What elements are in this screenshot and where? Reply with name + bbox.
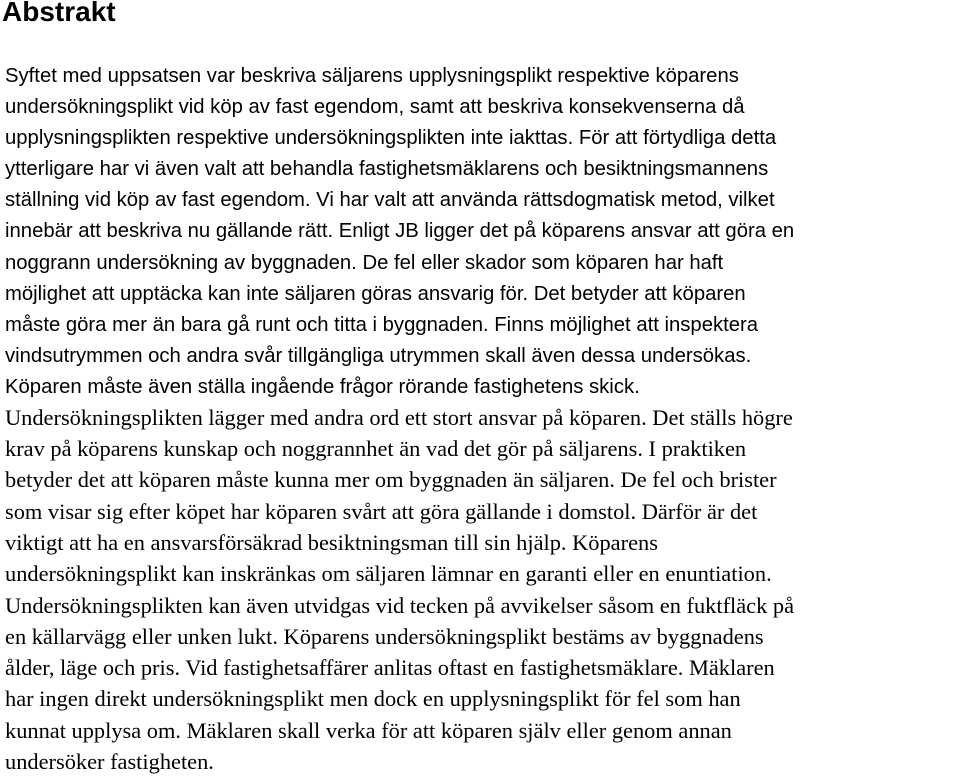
abstract-line: krav på köparens kunskap och noggrannhet än vad det gör på säljarens. I praktiken bbox=[5, 436, 747, 461]
abstract-line: betyder det att köparen måste kunna mer om byggnaden än säljaren. De fel och brister bbox=[5, 467, 777, 492]
abstract-line: undersöker fastigheten. bbox=[5, 749, 214, 774]
abstract-line: upplysningsplikten respektive undersökningsplikten inte iakttas. För att förtydliga detta bbox=[5, 127, 777, 149]
abstract-line: som visar sig efter köpet har köparen svårt att göra gällande i domstol. Därför är det bbox=[5, 499, 758, 524]
abstract-line: Undersökningsplikten kan även utvidgas vid tecken på avvikelser såsom en fuktfläck på bbox=[5, 593, 795, 618]
abstract-line: undersökningsplikt kan inskränkas om säljaren lämnar en garanti eller en enuntiation. bbox=[5, 561, 772, 586]
abstract-line: ställning vid köp av fast egendom. Vi har valt att använda rättsdogmatisk metod, vilket bbox=[5, 189, 775, 211]
abstract-line: en källarvägg eller unken lukt. Köparens undersökningsplikt bestäms av byggnadens bbox=[5, 624, 764, 649]
abstract-line: noggrann undersökning av byggnaden. De fel eller skador som köparen har haft bbox=[5, 252, 724, 274]
abstract-line: innebär att beskriva nu gällande rätt. Enligt JB ligger det på köparens ansvar att göra en bbox=[5, 220, 795, 242]
abstract-line: måste göra mer än bara gå runt och titta i byggnaden. Finns möjlighet att inspektera bbox=[5, 314, 759, 336]
abstract-line: kunnat upplysa om. Mäklaren skall verka för att köparen själv eller genom annan bbox=[5, 718, 732, 743]
abstract-line: Köparen måste även ställa ingående frågor rörande fastighetens skick. bbox=[5, 376, 640, 398]
abstract-line: ytterligare har vi även valt att behandla fastighetsmäklarens och besiktningsmannens bbox=[5, 158, 769, 180]
abstract-line: vindsutrymmen och andra svår tillgängliga utrymmen skall även dessa undersökas. bbox=[5, 345, 752, 367]
abstract-line: har ingen direkt undersökningsplikt men dock en upplysningsplikt för fel som han bbox=[5, 686, 741, 711]
abstract-line: undersökningsplikt vid köp av fast egendom, samt att beskriva konsekvenserna då bbox=[5, 96, 745, 118]
abstract-line: ålder, läge och pris. Vid fastighetsaffärer anlitas oftast en fastighetsmäklare. Mäklaren bbox=[5, 655, 775, 680]
abstract-line: viktigt att ha en ansvarsförsäkrad besiktningsman till sin hjälp. Köparens bbox=[5, 530, 658, 555]
page-title: Abstrakt bbox=[2, 0, 116, 27]
abstract-line: Syftet med uppsatsen var beskriva säljarens upplysningsplikt respektive köparens bbox=[5, 65, 739, 87]
abstract-line: möjlighet att upptäcka kan inte säljaren göras ansvarig för. Det betyder att köparen bbox=[5, 283, 746, 305]
abstract-line: Undersökningsplikten lägger med andra ord ett stort ansvar på köparen. Det ställs högre bbox=[5, 405, 793, 430]
